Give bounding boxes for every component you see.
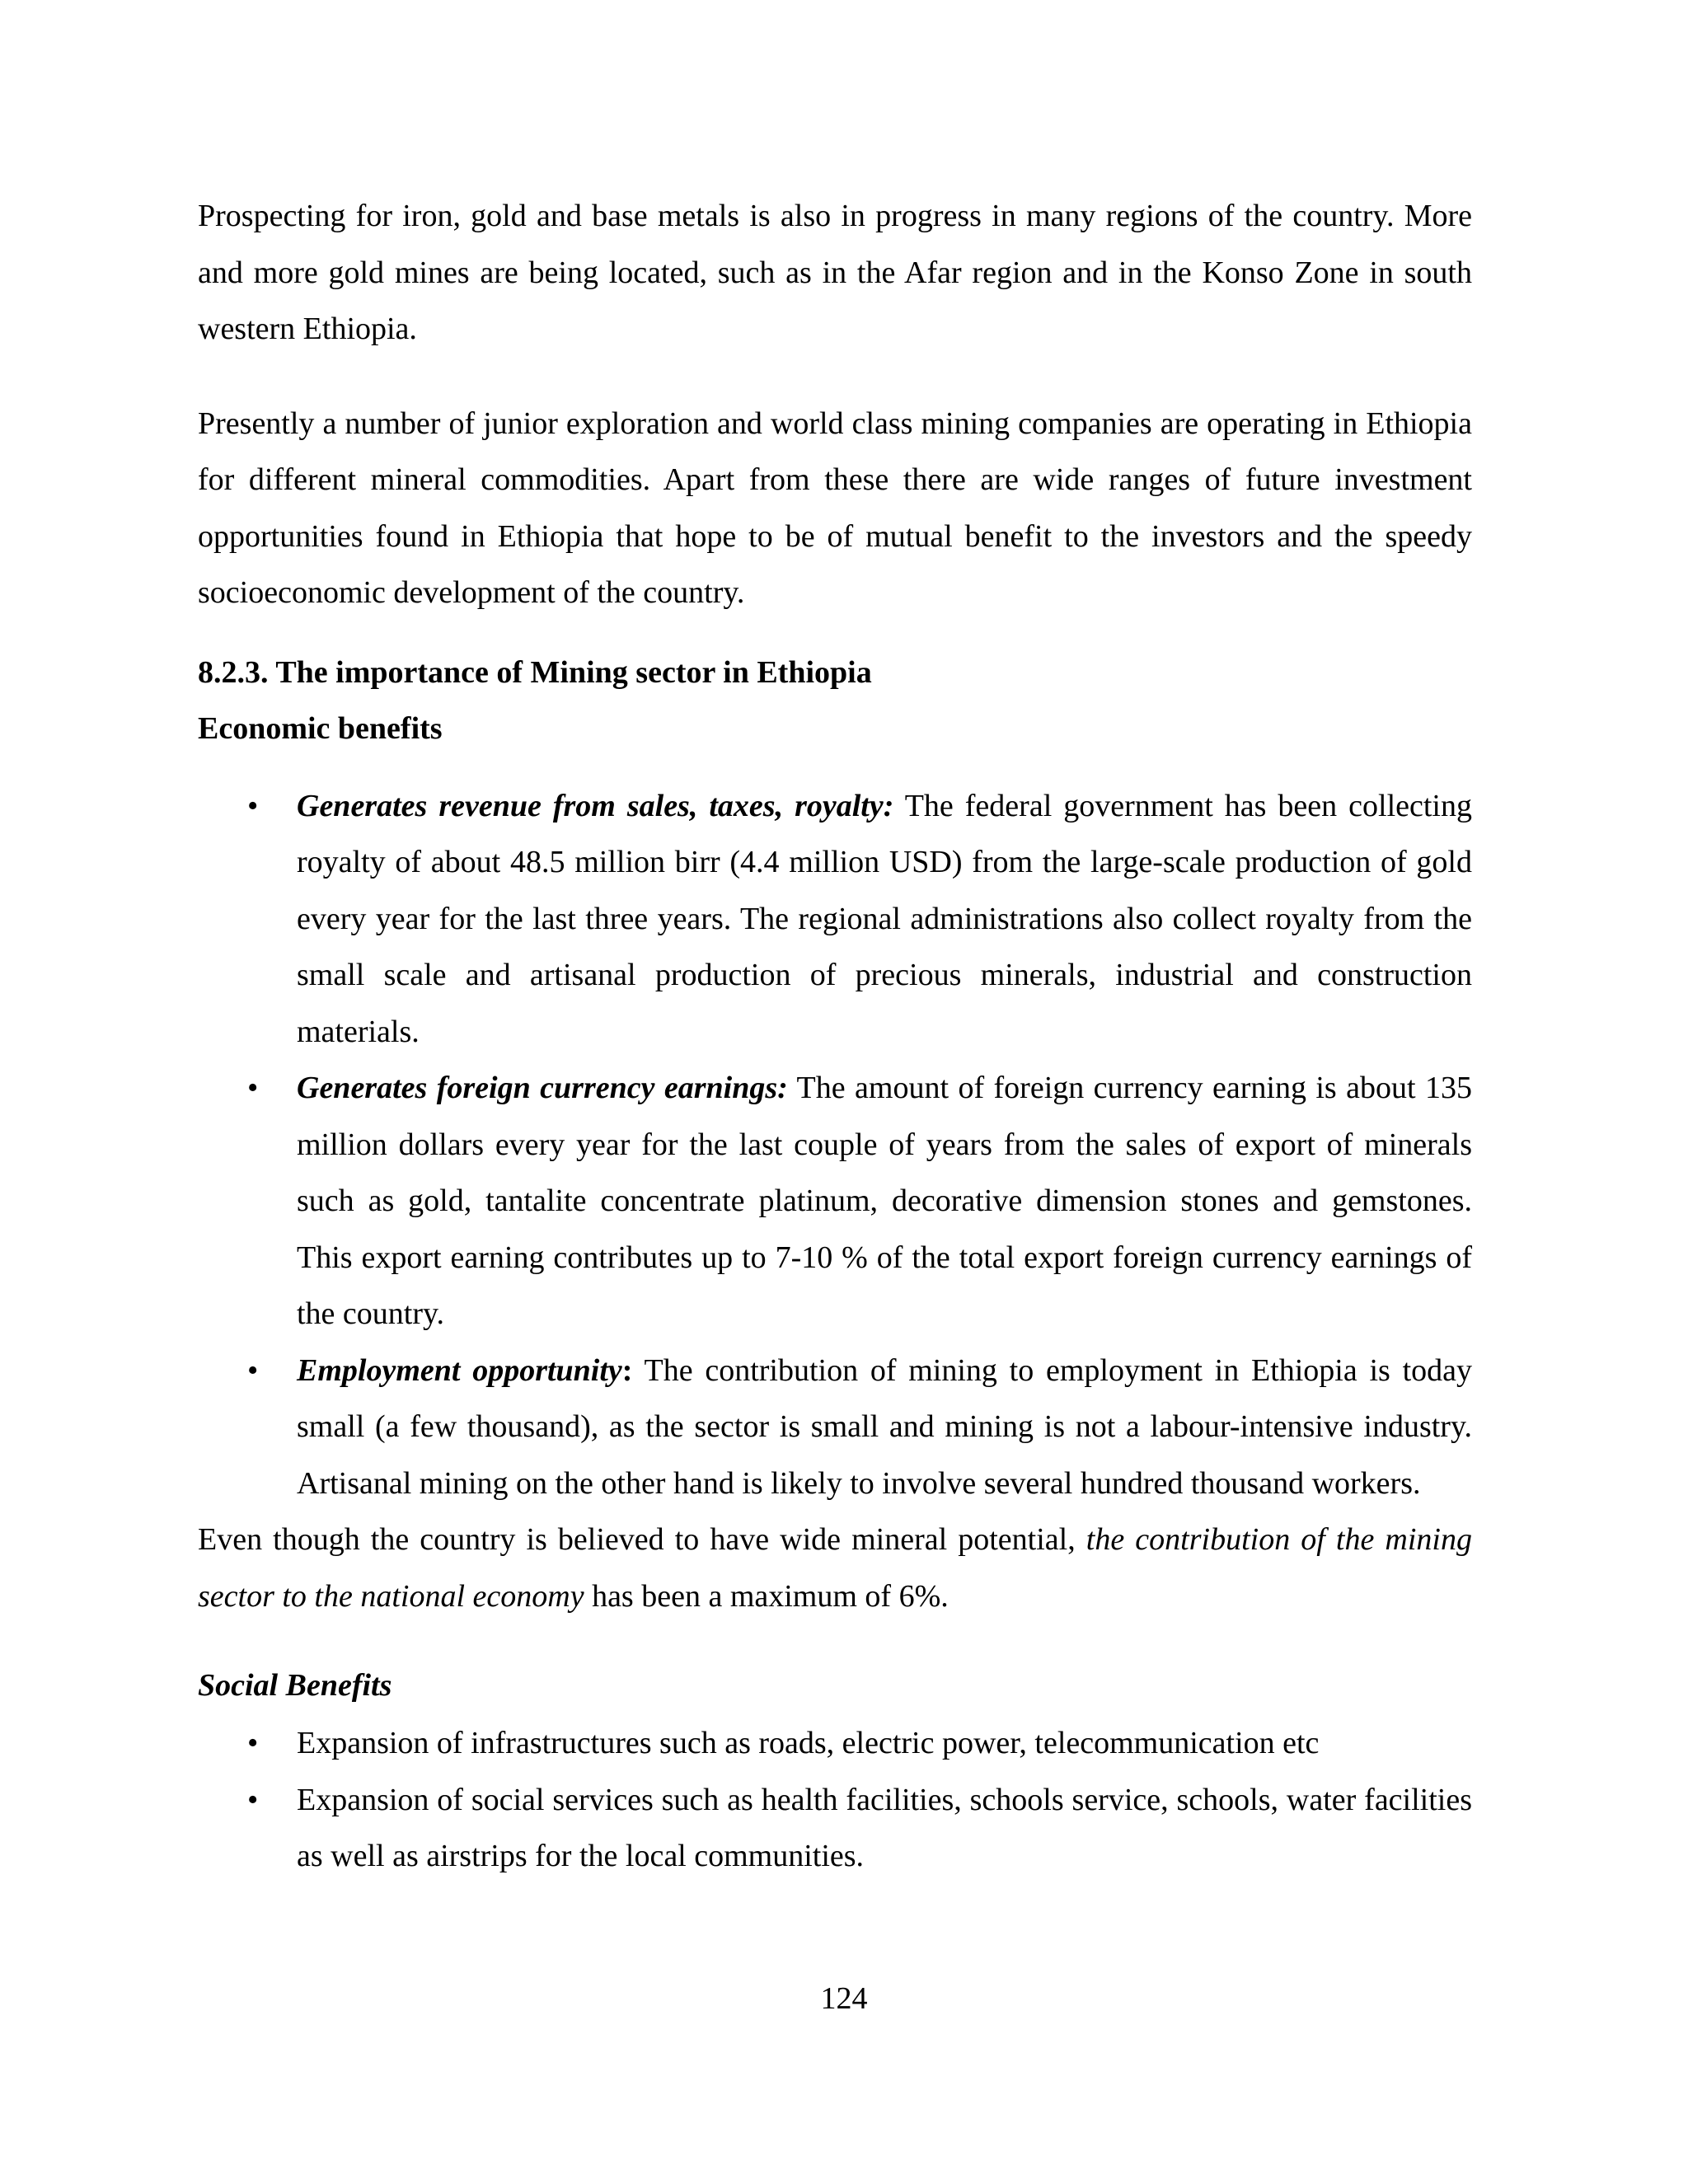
page-content (198, 188, 1472, 1885)
list-item-revenue (198, 778, 1472, 1061)
section-heading: 8.2.3. The importance of Mining sector in Ethiopia (198, 654, 872, 690)
bullet-icon: • (247, 1782, 259, 1817)
item-text: The contribution of mining to employment in Ethiopia is today small (a few thousand), as the sector is small and mining is not a labour-intensive industry. Artisanal mining on the other hand is likely to involve several hundred thousand workers. (297, 1352, 1472, 1501)
bullet-icon: • (247, 1726, 259, 1760)
social-benefits-list (198, 1715, 1472, 1885)
item-title: Generates foreign currency earnings: (297, 1071, 788, 1105)
summary-before: Even though the country is believed to have wide mineral potential, (198, 1522, 1086, 1557)
list-item-foreign-currency (198, 1060, 1472, 1343)
list-item-social-services (198, 1772, 1472, 1885)
economic-benefits-list (198, 778, 1472, 1512)
bullet-icon: • (247, 1352, 259, 1388)
bullet-icon: • (247, 788, 259, 823)
paragraph-prospecting: Prospecting for iron, gold and base metals is also in progress in many regions of the country. More and more gold mines are being located, such as in the Afar region and in the Konso Zone in south western Ethiopia. (198, 199, 1472, 346)
paragraph-exploration: Presently a number of junior exploration and world class mining companies are operating in Ethiopia for different mineral commodities. Apart from these there are wide ranges of future investment opportunities found in Ethiopia that hope to be of mutual benefit to the investors and the speedy socioeconomic development of the country. (198, 405, 1472, 610)
bullet-icon: • (247, 1071, 259, 1105)
list-item-employment (198, 1343, 1472, 1512)
item-title: Employment opportunity (297, 1352, 622, 1388)
list-item-infrastructure (198, 1715, 1472, 1772)
social-benefits-heading: Social Benefits (198, 1668, 392, 1703)
item-colon: : (621, 1352, 633, 1388)
item-text: Expansion of social services such as health facilities, schools service, schools, water facilities as well as airstrips for the local communities. (297, 1782, 1472, 1873)
summary-italic: the contribution of the mining sector to the national economy (198, 1522, 1472, 1614)
summary-paragraph (198, 1511, 1472, 1624)
item-text: Expansion of infrastructures such as roads, electric power, telecommunication etc (297, 1726, 1320, 1760)
economic-benefits-heading: Economic benefits (198, 710, 443, 746)
item-title: Generates revenue from sales, taxes, royalty: (297, 788, 894, 823)
item-text: The federal government has been collecting royalty of about 48.5 million birr (4.4 million USD) from the large-scale production of gold every year for the last three years. The regional administrations also collect royalty from the small scale and artisanal production of precious minerals, industrial and construction materials. (297, 788, 1472, 1049)
summary-after: has been a maximum of 6%. (584, 1578, 949, 1614)
item-text: The amount of foreign currency earning is about 135 million dollars every year for the last couple of years from the sales of export of minerals such as gold, tantalite concentrate platinum, decorative dimension stones and gemstones. This export earning contributes up to 7-10 % of the total export foreign currency earnings of the country. (297, 1071, 1472, 1331)
page-number: 124 (820, 1981, 868, 2016)
